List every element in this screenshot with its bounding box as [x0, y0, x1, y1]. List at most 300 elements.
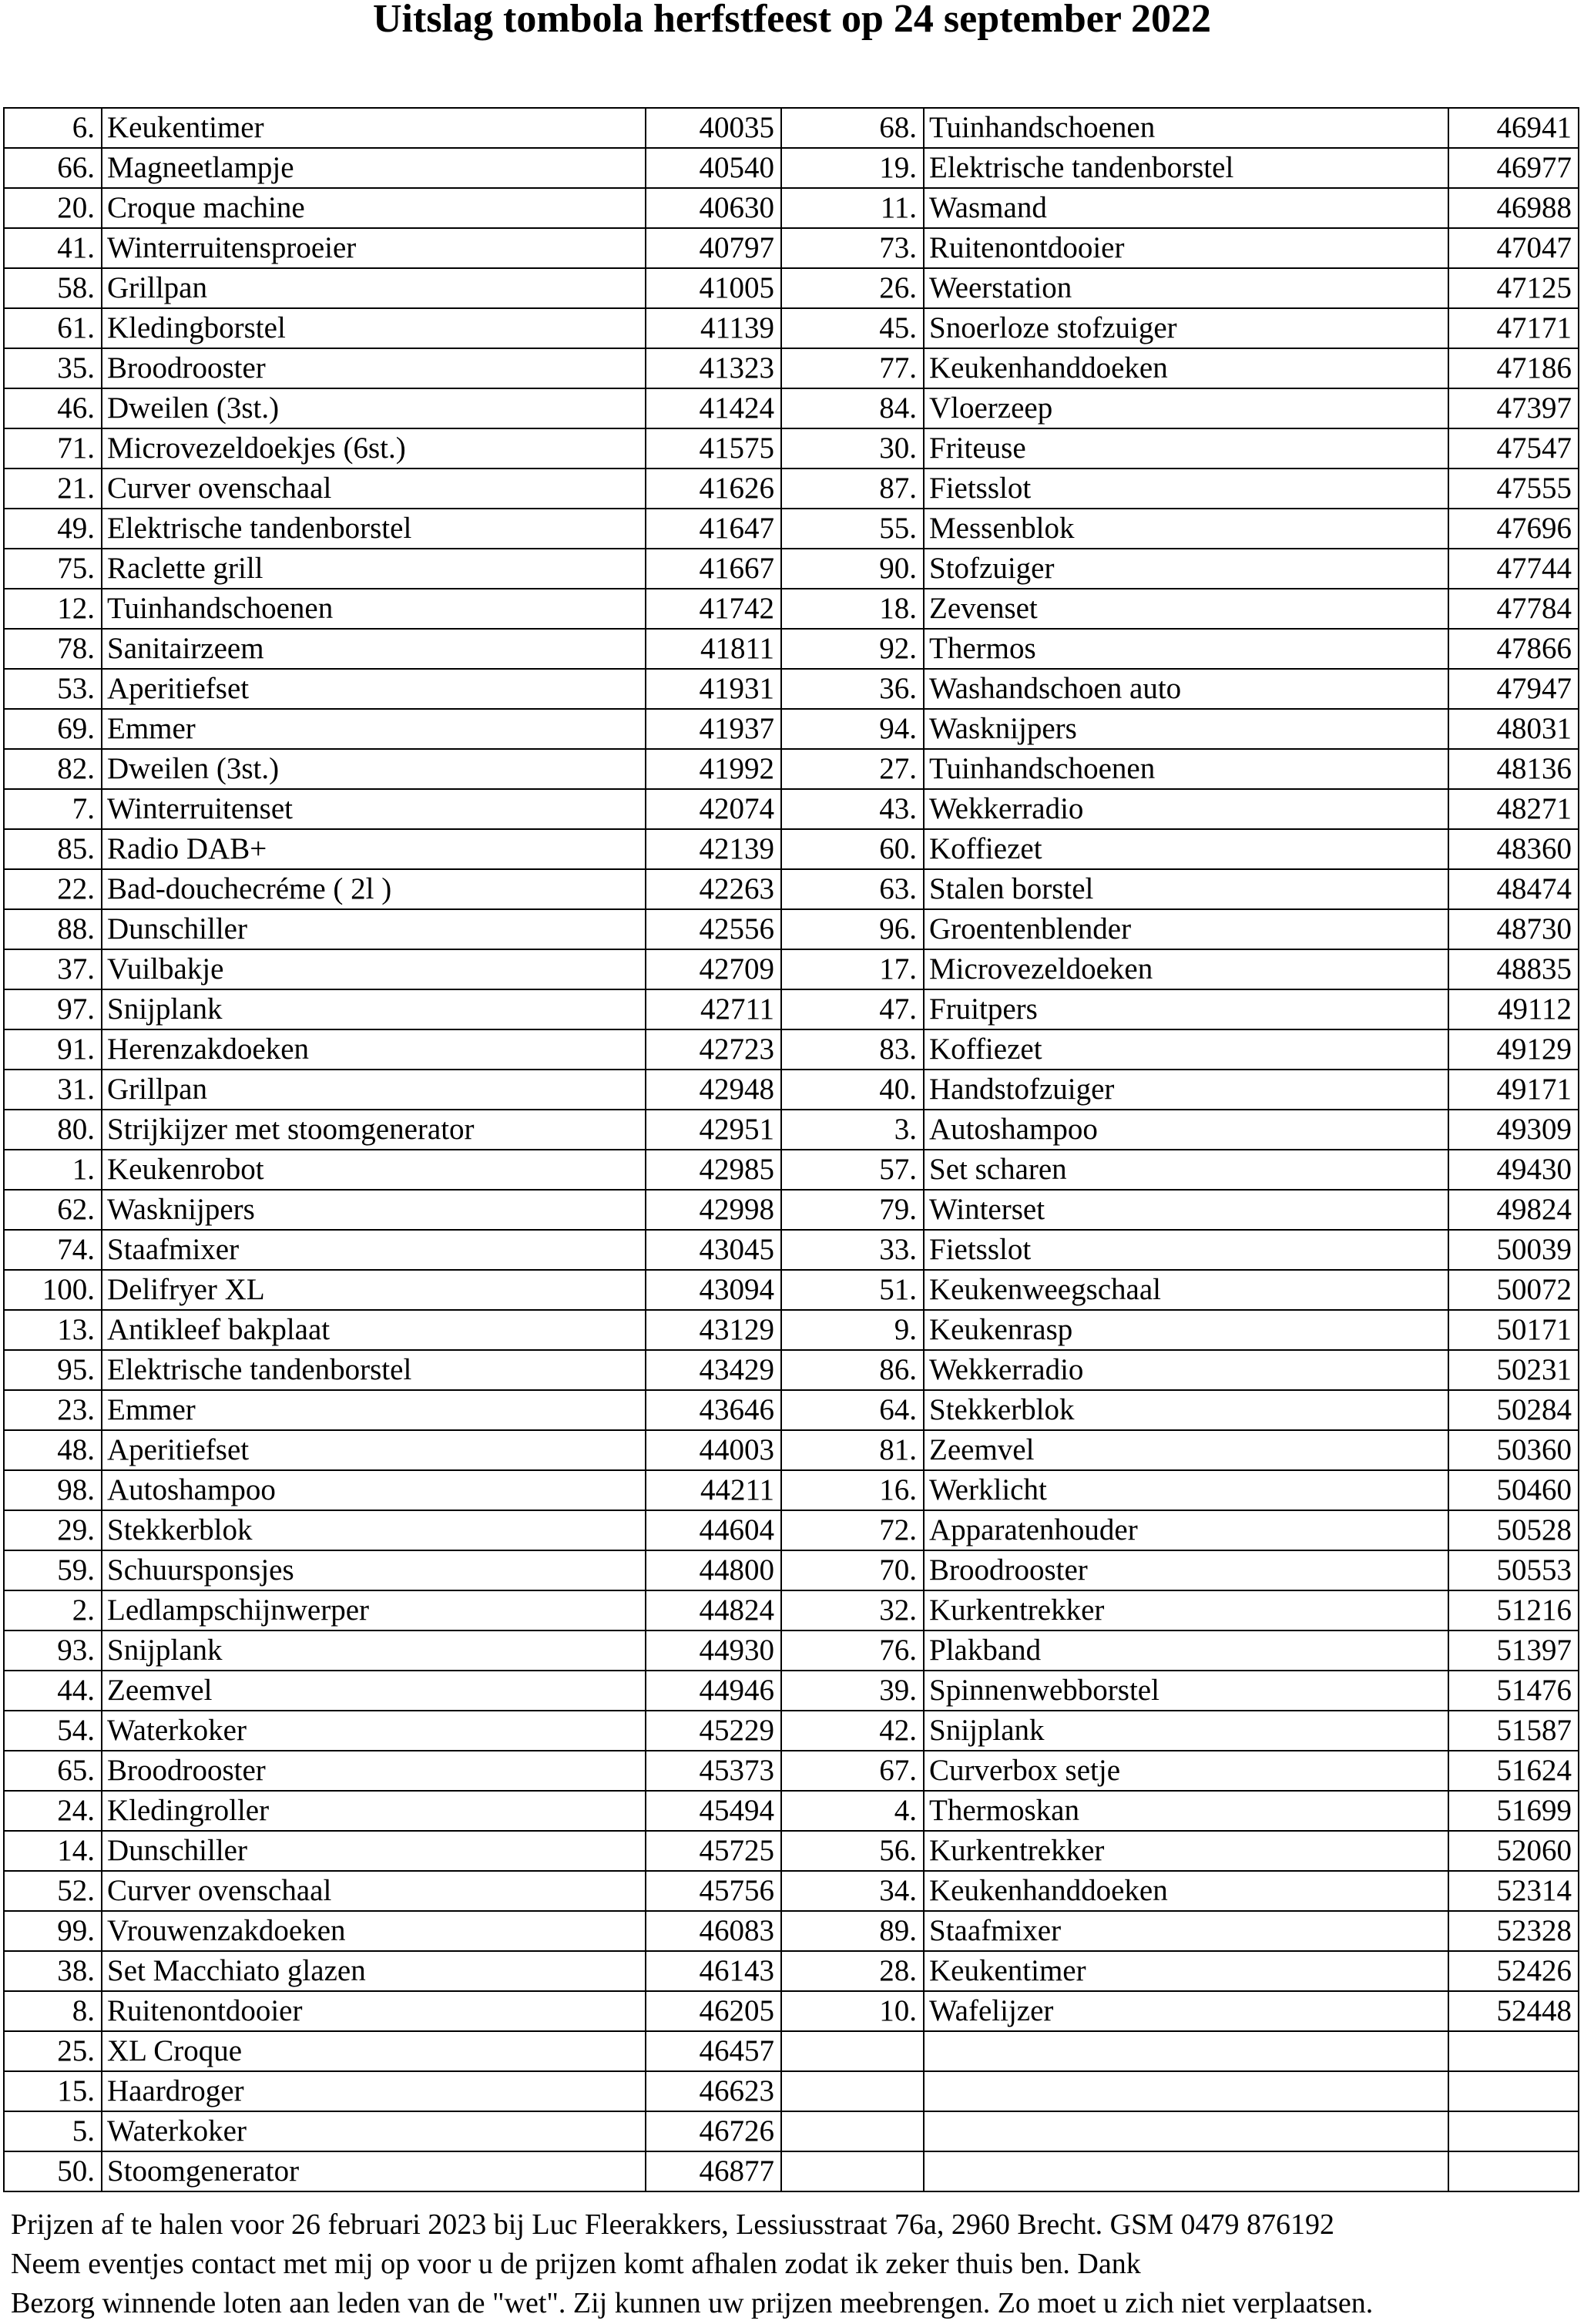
- table-row: [4, 949, 1579, 989]
- right-prize-ticket: 47784: [1448, 589, 1579, 629]
- right-prize-ticket: [1448, 2031, 1579, 2071]
- left-prize-num: 88.: [4, 909, 102, 949]
- right-prize-item: Keukenrasp: [924, 1310, 1448, 1350]
- right-prize-item: [924, 2031, 1448, 2071]
- right-prize-item: Autoshampoo: [924, 1110, 1448, 1150]
- left-prize-ticket: 44800: [646, 1550, 781, 1590]
- right-prize-ticket: 50072: [1448, 1270, 1579, 1310]
- left-prize-num: 59.: [4, 1550, 102, 1590]
- right-prize-item: Stekkerblok: [924, 1390, 1448, 1430]
- right-prize-num: 77.: [781, 348, 924, 388]
- right-prize-ticket: 50231: [1448, 1350, 1579, 1390]
- right-prize-item: Elektrische tandenborstel: [924, 148, 1448, 188]
- table-row: [4, 188, 1579, 228]
- right-prize-num: 64.: [781, 1390, 924, 1430]
- left-prize-num: 97.: [4, 989, 102, 1029]
- left-prize-ticket: 45229: [646, 1711, 781, 1751]
- left-prize-num: 91.: [4, 1029, 102, 1070]
- table-row: [4, 1150, 1579, 1190]
- left-prize-num: 7.: [4, 789, 102, 829]
- table-row: [4, 669, 1579, 709]
- table-row: [4, 428, 1579, 468]
- left-prize-ticket: 46083: [646, 1911, 781, 1951]
- footer-pickup-info: Prijzen af te halen voor 26 februari 2023 bij Luc Fleerakkers, Lessiusstraat 76a, 2960 Brecht. GSM 0479 876192: [11, 2208, 1335, 2241]
- left-prize-ticket: 46623: [646, 2071, 781, 2111]
- left-prize-num: 20.: [4, 188, 102, 228]
- left-prize-num: 85.: [4, 829, 102, 869]
- right-prize-num: 72.: [781, 1510, 924, 1550]
- table-row: [4, 1430, 1579, 1470]
- table-row: [4, 1831, 1579, 1871]
- left-prize-item: Curver ovenschaal: [102, 1871, 646, 1911]
- right-prize-num: 18.: [781, 589, 924, 629]
- right-prize-num: 42.: [781, 1711, 924, 1751]
- left-prize-ticket: 45725: [646, 1831, 781, 1871]
- left-prize-num: 58.: [4, 268, 102, 308]
- right-prize-num: 45.: [781, 308, 924, 348]
- left-prize-num: 35.: [4, 348, 102, 388]
- right-prize-num: 26.: [781, 268, 924, 308]
- right-prize-num: 51.: [781, 1270, 924, 1310]
- right-prize-ticket: [1448, 2071, 1579, 2111]
- right-prize-item: Wasmand: [924, 188, 1448, 228]
- left-prize-item: Elektrische tandenborstel: [102, 1350, 646, 1390]
- right-prize-ticket: 50360: [1448, 1430, 1579, 1470]
- right-prize-ticket: 48360: [1448, 829, 1579, 869]
- table-row: [4, 589, 1579, 629]
- left-prize-num: 62.: [4, 1190, 102, 1230]
- right-prize-num: [781, 2031, 924, 2071]
- table-row: [4, 1029, 1579, 1070]
- right-prize-num: 87.: [781, 468, 924, 509]
- table-row: [4, 1791, 1579, 1831]
- left-prize-ticket: 41937: [646, 709, 781, 749]
- left-prize-num: 74.: [4, 1230, 102, 1270]
- left-prize-item: Keukentimer: [102, 108, 646, 148]
- left-prize-ticket: 42711: [646, 989, 781, 1029]
- left-prize-ticket: 41811: [646, 629, 781, 669]
- right-prize-num: 19.: [781, 148, 924, 188]
- right-prize-ticket: 47555: [1448, 468, 1579, 509]
- right-prize-ticket: 48271: [1448, 789, 1579, 829]
- left-prize-num: 23.: [4, 1390, 102, 1430]
- right-prize-num: [781, 2111, 924, 2151]
- left-prize-num: 49.: [4, 509, 102, 549]
- right-prize-num: 17.: [781, 949, 924, 989]
- right-prize-item: Kurkentrekker: [924, 1831, 1448, 1871]
- left-prize-ticket: 42985: [646, 1150, 781, 1190]
- left-prize-ticket: 42951: [646, 1110, 781, 1150]
- left-prize-ticket: 46726: [646, 2111, 781, 2151]
- table-row: [4, 749, 1579, 789]
- right-prize-item: Handstofzuiger: [924, 1070, 1448, 1110]
- right-prize-num: 79.: [781, 1190, 924, 1230]
- right-prize-ticket: 52448: [1448, 1991, 1579, 2031]
- right-prize-item: Tuinhandschoenen: [924, 108, 1448, 148]
- right-prize-item: Staafmixer: [924, 1911, 1448, 1951]
- left-prize-item: Aperitiefset: [102, 669, 646, 709]
- right-prize-item: Friteuse: [924, 428, 1448, 468]
- footer-notes: [11, 2205, 1575, 2323]
- right-prize-item: Wekkerradio: [924, 789, 1448, 829]
- right-prize-ticket: 51699: [1448, 1791, 1579, 1831]
- right-prize-item: Apparatenhouder: [924, 1510, 1448, 1550]
- right-prize-item: Keukenhanddoeken: [924, 348, 1448, 388]
- left-prize-num: 31.: [4, 1070, 102, 1110]
- right-prize-item: Stofzuiger: [924, 549, 1448, 589]
- right-prize-item: Koffiezet: [924, 829, 1448, 869]
- right-prize-item: Keukenhanddoeken: [924, 1871, 1448, 1911]
- left-prize-ticket: 43429: [646, 1350, 781, 1390]
- right-prize-num: 89.: [781, 1911, 924, 1951]
- left-prize-num: 93.: [4, 1630, 102, 1671]
- right-prize-num: 10.: [781, 1991, 924, 2031]
- right-prize-num: 32.: [781, 1590, 924, 1630]
- right-prize-num: 76.: [781, 1630, 924, 1671]
- left-prize-ticket: 41139: [646, 308, 781, 348]
- left-prize-item: Winterruitensproeier: [102, 228, 646, 268]
- left-prize-ticket: 42139: [646, 829, 781, 869]
- left-prize-item: Vuilbakje: [102, 949, 646, 989]
- footer-contact-note: Neem eventjes contact met mij op voor u de prijzen komt afhalen zodat ik zeker thuis ben. Dank: [11, 2248, 1141, 2280]
- right-prize-item: Koffiezet: [924, 1029, 1448, 1070]
- left-prize-item: Grillpan: [102, 1070, 646, 1110]
- right-prize-item: Zeemvel: [924, 1430, 1448, 1470]
- right-prize-num: 33.: [781, 1230, 924, 1270]
- right-prize-num: 4.: [781, 1791, 924, 1831]
- left-prize-num: 100.: [4, 1270, 102, 1310]
- right-prize-ticket: 51216: [1448, 1590, 1579, 1630]
- left-prize-item: Emmer: [102, 1390, 646, 1430]
- left-prize-num: 75.: [4, 549, 102, 589]
- left-prize-ticket: 41992: [646, 749, 781, 789]
- left-prize-num: 14.: [4, 1831, 102, 1871]
- right-prize-item: Thermoskan: [924, 1791, 1448, 1831]
- left-prize-num: 80.: [4, 1110, 102, 1150]
- left-prize-item: Microvezeldoekjes (6st.): [102, 428, 646, 468]
- right-prize-ticket: 51624: [1448, 1751, 1579, 1791]
- left-prize-item: Grillpan: [102, 268, 646, 308]
- table-row: [4, 1110, 1579, 1150]
- left-prize-num: 13.: [4, 1310, 102, 1350]
- left-prize-ticket: 42074: [646, 789, 781, 829]
- left-prize-ticket: 46205: [646, 1991, 781, 2031]
- left-prize-ticket: 44003: [646, 1430, 781, 1470]
- right-prize-item: Curverbox setje: [924, 1751, 1448, 1791]
- left-prize-item: Ruitenontdooier: [102, 1991, 646, 2031]
- right-prize-item: Fietsslot: [924, 468, 1448, 509]
- table-row: [4, 108, 1579, 148]
- left-prize-ticket: 44946: [646, 1671, 781, 1711]
- left-prize-item: Dunschiller: [102, 1831, 646, 1871]
- right-prize-item: Groentenblender: [924, 909, 1448, 949]
- right-prize-item: Fietsslot: [924, 1230, 1448, 1270]
- left-prize-ticket: 41626: [646, 468, 781, 509]
- right-prize-item: Winterset: [924, 1190, 1448, 1230]
- table-row: [4, 709, 1579, 749]
- right-prize-num: 96.: [781, 909, 924, 949]
- left-prize-num: 52.: [4, 1871, 102, 1911]
- right-prize-num: 94.: [781, 709, 924, 749]
- table-row: [4, 1711, 1579, 1751]
- left-prize-num: 8.: [4, 1991, 102, 2031]
- left-prize-item: Antikleef bakplaat: [102, 1310, 646, 1350]
- left-prize-ticket: 45756: [646, 1871, 781, 1911]
- left-prize-ticket: 41931: [646, 669, 781, 709]
- left-prize-ticket: 42723: [646, 1029, 781, 1070]
- right-prize-item: Plakband: [924, 1630, 1448, 1671]
- table-row: [4, 1751, 1579, 1791]
- table-row: [4, 1911, 1579, 1951]
- left-prize-item: Radio DAB+: [102, 829, 646, 869]
- left-prize-item: Bad-douchecréme ( 2l ): [102, 869, 646, 909]
- table-row: [4, 1590, 1579, 1630]
- right-prize-ticket: 47047: [1448, 228, 1579, 268]
- table-row: [4, 2111, 1579, 2151]
- right-prize-item: Spinnenwebborstel: [924, 1671, 1448, 1711]
- left-prize-ticket: 41647: [646, 509, 781, 549]
- left-prize-num: 38.: [4, 1951, 102, 1991]
- right-prize-item: Set scharen: [924, 1150, 1448, 1190]
- right-prize-item: [924, 2151, 1448, 2191]
- right-prize-ticket: 48031: [1448, 709, 1579, 749]
- right-prize-ticket: [1448, 2111, 1579, 2151]
- right-prize-ticket: 49824: [1448, 1190, 1579, 1230]
- table-row: [4, 348, 1579, 388]
- right-prize-item: Weerstation: [924, 268, 1448, 308]
- left-prize-num: 53.: [4, 669, 102, 709]
- left-prize-num: 99.: [4, 1911, 102, 1951]
- left-prize-ticket: 46877: [646, 2151, 781, 2191]
- left-prize-item: Ledlampschijnwerper: [102, 1590, 646, 1630]
- right-prize-item: Messenblok: [924, 509, 1448, 549]
- left-prize-item: Raclette grill: [102, 549, 646, 589]
- left-prize-item: Autoshampoo: [102, 1470, 646, 1510]
- right-prize-item: Wafelijzer: [924, 1991, 1448, 2031]
- left-prize-num: 82.: [4, 749, 102, 789]
- left-prize-item: Keukenrobot: [102, 1150, 646, 1190]
- right-prize-ticket: 52314: [1448, 1871, 1579, 1911]
- right-prize-num: 68.: [781, 108, 924, 148]
- left-prize-item: Croque machine: [102, 188, 646, 228]
- right-prize-ticket: 46977: [1448, 148, 1579, 188]
- right-prize-ticket: 50039: [1448, 1230, 1579, 1270]
- left-prize-item: Winterruitenset: [102, 789, 646, 829]
- left-prize-ticket: 43129: [646, 1310, 781, 1350]
- left-prize-item: Zeemvel: [102, 1671, 646, 1711]
- left-prize-num: 65.: [4, 1751, 102, 1791]
- right-prize-item: Stalen borstel: [924, 869, 1448, 909]
- right-prize-ticket: 51476: [1448, 1671, 1579, 1711]
- table-row: [4, 1230, 1579, 1270]
- left-prize-num: 46.: [4, 388, 102, 428]
- table-row: [4, 268, 1579, 308]
- right-prize-ticket: 49309: [1448, 1110, 1579, 1150]
- left-prize-ticket: 41323: [646, 348, 781, 388]
- left-prize-item: Broodrooster: [102, 1751, 646, 1791]
- right-prize-num: 27.: [781, 749, 924, 789]
- table-row: [4, 549, 1579, 589]
- left-prize-ticket: 44930: [646, 1630, 781, 1671]
- right-prize-num: 34.: [781, 1871, 924, 1911]
- left-prize-num: 1.: [4, 1150, 102, 1190]
- right-prize-ticket: 47744: [1448, 549, 1579, 589]
- results-table: [3, 107, 1579, 2192]
- left-prize-item: Haardroger: [102, 2071, 646, 2111]
- left-prize-item: Emmer: [102, 709, 646, 749]
- right-prize-num: 84.: [781, 388, 924, 428]
- left-prize-num: 95.: [4, 1350, 102, 1390]
- right-prize-item: Werklicht: [924, 1470, 1448, 1510]
- right-prize-num: 9.: [781, 1310, 924, 1350]
- right-prize-ticket: 52426: [1448, 1951, 1579, 1991]
- table-row: [4, 1951, 1579, 1991]
- left-prize-item: Schuursponsjes: [102, 1550, 646, 1590]
- left-prize-ticket: 42948: [646, 1070, 781, 1110]
- table-row: [4, 1510, 1579, 1550]
- left-prize-ticket: 40630: [646, 188, 781, 228]
- right-prize-ticket: 51587: [1448, 1711, 1579, 1751]
- right-prize-item: Vloerzeep: [924, 388, 1448, 428]
- right-prize-ticket: 48474: [1448, 869, 1579, 909]
- right-prize-ticket: 47125: [1448, 268, 1579, 308]
- table-row: [4, 228, 1579, 268]
- right-prize-num: 55.: [781, 509, 924, 549]
- left-prize-item: Magneetlampje: [102, 148, 646, 188]
- left-prize-item: Aperitiefset: [102, 1430, 646, 1470]
- left-prize-item: Sanitairzeem: [102, 629, 646, 669]
- right-prize-ticket: 46988: [1448, 188, 1579, 228]
- left-prize-item: Kledingroller: [102, 1791, 646, 1831]
- right-prize-ticket: 49171: [1448, 1070, 1579, 1110]
- left-prize-item: Curver ovenschaal: [102, 468, 646, 509]
- left-prize-item: Dunschiller: [102, 909, 646, 949]
- right-prize-num: 43.: [781, 789, 924, 829]
- left-prize-item: Dweilen (3st.): [102, 749, 646, 789]
- right-prize-item: Kurkentrekker: [924, 1590, 1448, 1630]
- left-prize-ticket: 44211: [646, 1470, 781, 1510]
- left-prize-item: Waterkoker: [102, 1711, 646, 1751]
- left-prize-ticket: 40035: [646, 108, 781, 148]
- table-row: [4, 1390, 1579, 1430]
- table-row: [4, 1070, 1579, 1110]
- right-prize-item: Thermos: [924, 629, 1448, 669]
- left-prize-ticket: 42709: [646, 949, 781, 989]
- left-prize-num: 29.: [4, 1510, 102, 1550]
- left-prize-item: Tuinhandschoenen: [102, 589, 646, 629]
- right-prize-item: Keukenweegschaal: [924, 1270, 1448, 1310]
- right-prize-item: Washandschoen auto: [924, 669, 1448, 709]
- table-row: [4, 509, 1579, 549]
- left-prize-ticket: 43094: [646, 1270, 781, 1310]
- left-prize-ticket: 41575: [646, 428, 781, 468]
- left-prize-num: 24.: [4, 1791, 102, 1831]
- right-prize-num: 60.: [781, 829, 924, 869]
- right-prize-num: 39.: [781, 1671, 924, 1711]
- right-prize-ticket: 52328: [1448, 1911, 1579, 1951]
- table-row: [4, 1470, 1579, 1510]
- right-prize-ticket: 47547: [1448, 428, 1579, 468]
- left-prize-num: 71.: [4, 428, 102, 468]
- right-prize-num: 92.: [781, 629, 924, 669]
- table-row: [4, 1671, 1579, 1711]
- right-prize-ticket: 47171: [1448, 308, 1579, 348]
- left-prize-ticket: 43646: [646, 1390, 781, 1430]
- right-prize-ticket: 47186: [1448, 348, 1579, 388]
- table-row: [4, 829, 1579, 869]
- table-row: [4, 989, 1579, 1029]
- left-prize-item: Snijplank: [102, 989, 646, 1029]
- right-prize-ticket: 48835: [1448, 949, 1579, 989]
- left-prize-ticket: 42556: [646, 909, 781, 949]
- right-prize-ticket: 51397: [1448, 1630, 1579, 1671]
- right-prize-item: Fruitpers: [924, 989, 1448, 1029]
- right-prize-num: 81.: [781, 1430, 924, 1470]
- table-row: [4, 1991, 1579, 2031]
- table-row: [4, 148, 1579, 188]
- right-prize-ticket: 47866: [1448, 629, 1579, 669]
- left-prize-num: 2.: [4, 1590, 102, 1630]
- right-prize-item: Wekkerradio: [924, 1350, 1448, 1390]
- right-prize-ticket: 49112: [1448, 989, 1579, 1029]
- table-row: [4, 1871, 1579, 1911]
- right-prize-ticket: 47696: [1448, 509, 1579, 549]
- left-prize-ticket: 46143: [646, 1951, 781, 1991]
- left-prize-item: Staafmixer: [102, 1230, 646, 1270]
- footer-delivery-note: Bezorg winnende loten aan leden van de "wet". Zij kunnen uw prijzen meebrengen. Zo moet u zich niet verplaatsen.: [11, 2287, 1374, 2319]
- right-prize-num: 63.: [781, 869, 924, 909]
- left-prize-ticket: 40540: [646, 148, 781, 188]
- left-prize-num: 69.: [4, 709, 102, 749]
- right-prize-num: 36.: [781, 669, 924, 709]
- page-title: Uitslag tombola herfstfeest op 24 september 2022: [373, 0, 1211, 41]
- table-row: [4, 909, 1579, 949]
- right-prize-ticket: [1448, 2151, 1579, 2191]
- left-prize-num: 61.: [4, 308, 102, 348]
- table-row: [4, 629, 1579, 669]
- right-prize-ticket: 52060: [1448, 1831, 1579, 1871]
- right-prize-ticket: 50460: [1448, 1470, 1579, 1510]
- left-prize-item: Waterkoker: [102, 2111, 646, 2151]
- right-prize-item: Keukentimer: [924, 1951, 1448, 1991]
- left-prize-item: Kledingborstel: [102, 308, 646, 348]
- table-row: [4, 1630, 1579, 1671]
- left-prize-num: 41.: [4, 228, 102, 268]
- left-prize-item: Snijplank: [102, 1630, 646, 1671]
- right-prize-num: 16.: [781, 1470, 924, 1510]
- table-row: [4, 2031, 1579, 2071]
- right-prize-num: 83.: [781, 1029, 924, 1070]
- left-prize-item: Delifryer XL: [102, 1270, 646, 1310]
- left-prize-item: Herenzakdoeken: [102, 1029, 646, 1070]
- table-row: [4, 308, 1579, 348]
- left-prize-ticket: 42263: [646, 869, 781, 909]
- right-prize-ticket: 47397: [1448, 388, 1579, 428]
- left-prize-num: 25.: [4, 2031, 102, 2071]
- right-prize-ticket: 50553: [1448, 1550, 1579, 1590]
- left-prize-num: 78.: [4, 629, 102, 669]
- left-prize-num: 54.: [4, 1711, 102, 1751]
- left-prize-item: Vrouwenzakdoeken: [102, 1911, 646, 1951]
- left-prize-ticket: 41667: [646, 549, 781, 589]
- right-prize-item: Zevenset: [924, 589, 1448, 629]
- table-row: [4, 869, 1579, 909]
- right-prize-ticket: 47947: [1448, 669, 1579, 709]
- left-prize-item: Strijkijzer met stoomgenerator: [102, 1110, 646, 1150]
- results-table-body: [4, 108, 1579, 2191]
- table-row: [4, 468, 1579, 509]
- table-row: [4, 1310, 1579, 1350]
